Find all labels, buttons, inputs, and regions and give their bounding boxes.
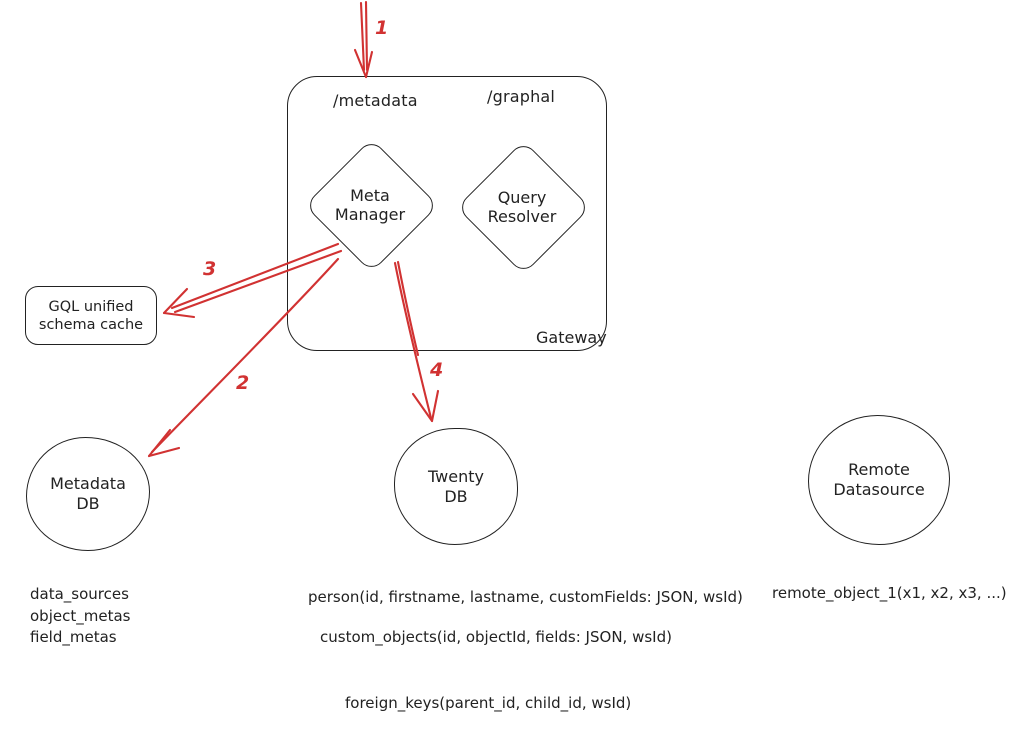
query-resolver-line2: Resolver [487,207,557,226]
metadata-db-tables [30,584,130,649]
twenty-db-line2: DB [444,486,468,506]
twenty-db-line1: Twenty [428,466,484,486]
route-metadata-label: /metadata [333,91,418,110]
table-custom-objects: custom_objects(id, objectId, fields: JSON, wsId) [320,628,672,646]
table-remote-object: remote_object_1(x1, x2, x3, ...) [772,584,1007,602]
table-data-sources: data_sources [30,585,129,603]
query-resolver-label [457,188,587,226]
table-person: person(id, firstname, lastname, customFields: JSON, wsId) [308,588,743,606]
schema-cache-line2: schema cache [38,316,144,333]
schema-cache-line1: GQL unified [48,298,134,315]
remote-datasource-circle [808,415,950,545]
arrow-step-2: 2 [236,372,250,394]
table-foreign-keys: foreign_keys(parent_id, child_id, wsId) [345,694,632,712]
route-graphql-label: /graphal [487,87,556,106]
metadata-db-line2: DB [76,494,100,513]
schema-cache-box [25,286,157,345]
meta-manager-line2: Manager [334,205,406,224]
arrow-step-4: 4 [430,359,444,381]
twenty-db-circle [394,428,518,545]
metadata-db-circle [26,437,150,551]
meta-manager-label [305,186,435,224]
arrow-step-1: 1 [375,17,389,39]
remote-datasource-line2: Datasource [833,480,925,499]
arrow-step-3: 3 [203,258,217,280]
table-field-metas: field_metas [30,628,117,646]
query-resolver-line1: Query [497,188,547,207]
remote-datasource-line1: Remote [848,460,910,479]
meta-manager-line1: Meta [350,186,390,205]
table-object-metas: object_metas [30,606,131,625]
metadata-db-line1: Metadata [50,474,126,493]
arrow-1-request-in [355,2,372,77]
gateway-label: Gateway [536,328,607,347]
